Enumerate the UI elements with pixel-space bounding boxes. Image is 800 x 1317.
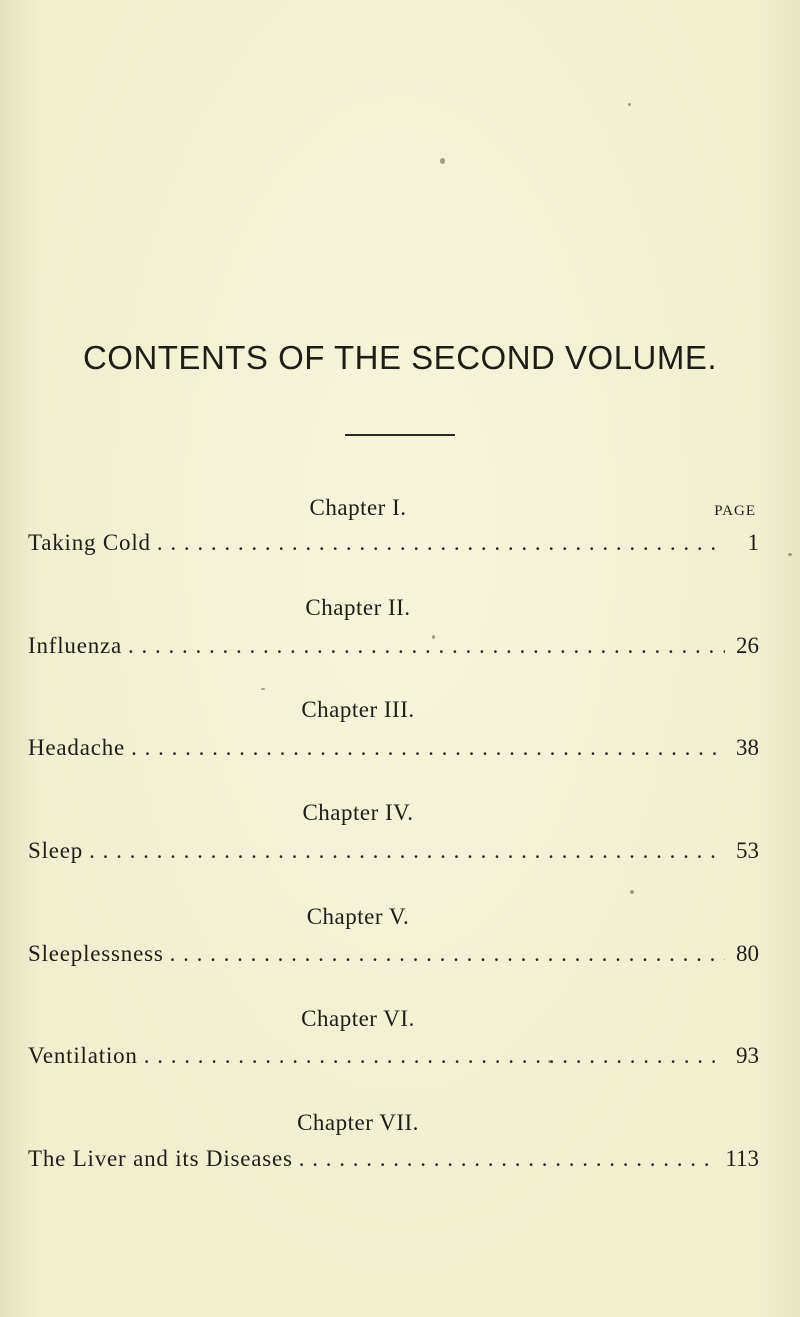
dot-leader [164,941,725,967]
toc-entry-title: Taking Cold [28,530,151,555]
paper-speck [788,553,792,556]
paper-speck [548,1060,552,1063]
dot-leader [83,838,725,864]
toc-entry-page: 26 [736,633,759,658]
toc-entry[interactable] [28,838,759,868]
title-divider [345,434,455,436]
toc-entry[interactable] [28,941,759,971]
dot-leader [138,1043,725,1069]
toc-entry-page: 80 [736,941,759,966]
chapter-heading: Chapter I. [309,495,407,520]
chapter-heading: Chapter IV. [302,800,414,825]
chapter-heading: Chapter II. [305,595,411,620]
toc-entry[interactable] [28,530,759,560]
toc-entry-title: The Liver and its Diseases [28,1146,293,1171]
toc-entry-title: Sleep [28,838,84,863]
dot-leader [293,1146,718,1172]
toc-entry-page: 38 [736,735,759,760]
dot-leader [151,530,725,556]
toc-entry-page: 93 [736,1043,759,1068]
dot-leader [122,633,725,659]
toc-entry[interactable] [28,633,759,663]
dot-leader [125,735,725,761]
toc-entry-page: 53 [736,838,759,863]
toc-entry-page: 1 [747,530,759,555]
paper-speck [630,890,634,894]
toc-entry-title: Headache [28,735,126,760]
toc-entry[interactable] [28,1146,759,1176]
page-title: CONTENTS OF THE SECOND VOLUME. [82,339,718,376]
paper-speck [432,635,435,639]
toc-entry[interactable] [28,735,759,765]
chapter-heading: Chapter III. [301,697,415,722]
toc-entry-title: Ventilation [28,1043,138,1068]
chapter-heading: Chapter VII. [297,1110,419,1135]
toc-entry[interactable] [28,1043,759,1073]
paper-speck [440,158,445,164]
page-column-label: PAGE [714,503,756,519]
toc-entry-page: 113 [725,1146,759,1171]
chapter-heading: Chapter VI. [301,1006,415,1031]
toc-entry-title: Sleeplessness [28,941,164,966]
paper-speck [261,688,265,690]
paper-speck [628,103,631,106]
toc-entry-title: Influenza [28,633,123,658]
chapter-heading: Chapter V. [306,904,410,929]
